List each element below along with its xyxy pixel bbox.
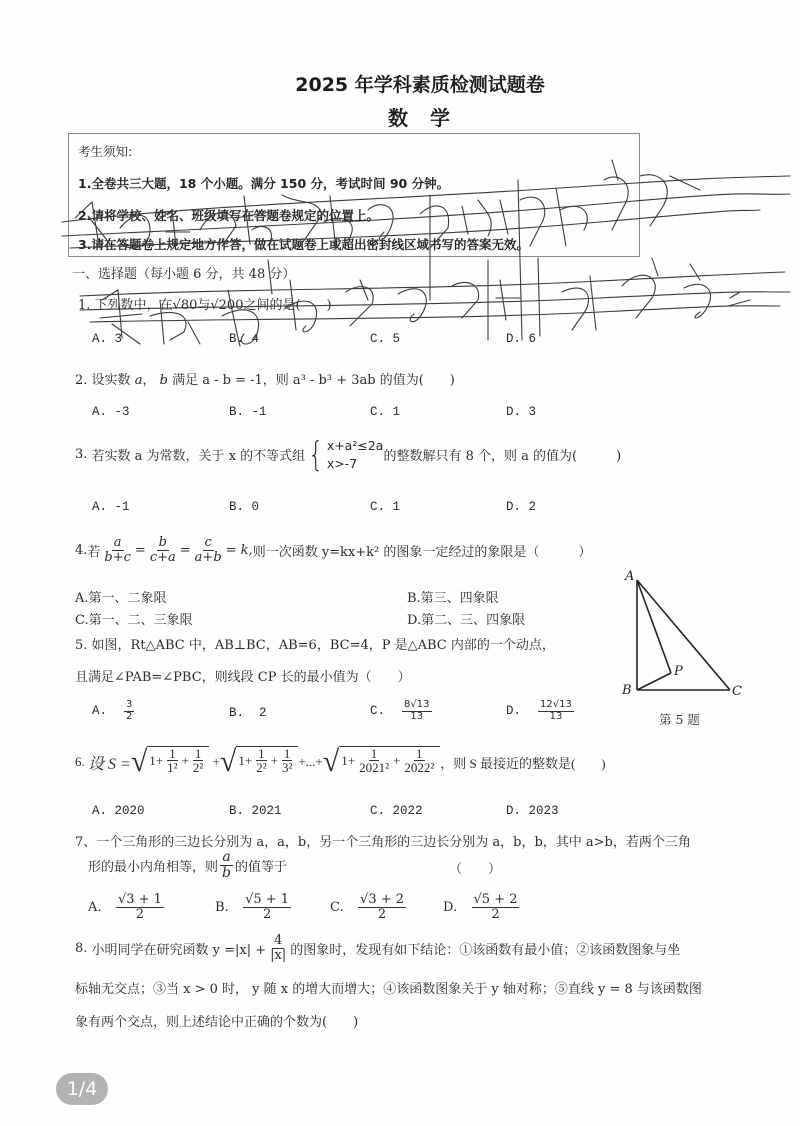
question-stem-post: 的值等于 (234, 859, 287, 875)
inequality-2: x>-7 (326, 455, 358, 471)
notice-item-3: 3.请在答题卷上规定地方作答，做在试题卷上或超出密封线区域书写的答案无效。 (78, 237, 529, 252)
inequality-system (305, 434, 384, 475)
q4-option-b[interactable]: B.第三、四象限 (407, 591, 499, 606)
fraction-1 (102, 536, 133, 564)
numerator: 4 (274, 933, 283, 948)
option-label: D. (443, 899, 458, 915)
sqrt-term-last: √ 1+ $\frac{1}{\text{2021²}}$ + $\frac{1}{\text{2022²}}$ (323, 745, 440, 779)
question-number: 8. (75, 940, 88, 956)
fraction-3 (193, 536, 224, 564)
section-title: 一、选择题（每小题 6 分，共 48 分） (72, 267, 296, 282)
q2-option-b[interactable]: B. -1 (229, 405, 267, 419)
question-stem-pre: 小明同学在研究函数 y =|x| + (91, 942, 267, 958)
notice-item-2: 2.请将学校、姓名、班级填写在答题卷规定的位置上。 (78, 208, 379, 223)
question-stem-pre: 设实数 (91, 373, 131, 388)
triangle-figure (615, 565, 785, 735)
option-label: C. (330, 899, 344, 915)
q1-option-a[interactable]: A. 3 (92, 332, 123, 346)
question-7-line2 (88, 850, 287, 880)
q3-option-a[interactable]: A. -1 (92, 500, 130, 514)
option-fraction (358, 893, 406, 921)
sqrt-term-1: √ 1+ $\frac{1}{\text{1²}}$ + $\frac{1}{\text{2²}}$ (131, 745, 209, 779)
denominator: b (222, 864, 231, 881)
denominator: c+a (149, 549, 176, 565)
radical-icon: √ (219, 745, 237, 778)
point-p-label: P (674, 664, 683, 679)
numerator: √5 + 2 (473, 892, 518, 907)
q2-option-d[interactable]: D. 3 (506, 405, 537, 419)
question-stem-post: ，则 S 最接近的整数是( ) (440, 755, 606, 771)
question-number: 3. (75, 447, 88, 462)
option-fraction (402, 700, 431, 722)
radical-icon: √ (322, 745, 340, 778)
q1-option-d[interactable]: D. 6 (506, 332, 537, 346)
inequality-1: x+a²≤2a (326, 438, 384, 453)
notice-item-1: 1.全卷共三大题，18 个小题。满分 150 分，考试时间 90 分钟。 (78, 176, 450, 191)
q7-option-b[interactable] (215, 893, 293, 921)
question-number: 6. (75, 754, 85, 769)
option-fraction (538, 700, 574, 722)
denominator: 13 (549, 710, 563, 722)
q3-option-d[interactable]: D. 2 (506, 500, 537, 514)
question-3 (75, 434, 622, 475)
denominator: 3² (281, 760, 293, 776)
q5-option-d[interactable] (506, 700, 576, 722)
point-a-label: A (625, 569, 635, 584)
fraction-2 (148, 536, 178, 564)
option-fraction (472, 893, 520, 921)
denominator: 2022² (404, 760, 435, 776)
option-label: D. (506, 704, 522, 718)
triangle-lines (637, 580, 730, 690)
q2-option-a[interactable]: A. -3 (92, 405, 130, 419)
numerator: b (158, 535, 167, 550)
notice-heading: 考生须知: (78, 144, 133, 159)
numerator: √3 + 2 (360, 892, 405, 907)
denominator: b+c (104, 549, 131, 565)
q6-option-d[interactable]: D. 2023 (506, 804, 559, 818)
notice-box (68, 133, 640, 257)
var-b: b (159, 373, 168, 388)
question-stem-post: 的图象时，发现有如下结论：①该函数有最小值；②该函数图象与坐 (290, 942, 681, 958)
var-a: a (134, 373, 143, 388)
option-label: A. (92, 704, 108, 718)
denominator: 2 (135, 906, 145, 922)
q3-option-c[interactable]: C. 1 (370, 500, 401, 514)
question-5-stem-line2: 且满足∠PAB=∠PBC，则线段 CP 长的最小值为（ ） (75, 670, 411, 685)
denominator: |x| (270, 947, 287, 963)
option-fraction (116, 893, 164, 921)
question-stem-pre: 若 (87, 544, 101, 560)
denominator: 2² (256, 760, 267, 776)
q7-option-a[interactable] (88, 893, 166, 921)
question-8-line2: 标轴无交点；③当 x > 0 时， y 随 x 的增大而增大；④该函数图象关于 y 轴对称；⑤直线 y = 8 与该函数图 (75, 982, 702, 997)
denominator: 1² (167, 760, 178, 776)
q7-option-d[interactable] (443, 893, 521, 921)
numerator: a (222, 849, 231, 865)
question-5 (75, 634, 555, 653)
denominator: 13 (410, 710, 424, 722)
question-number: 2. (75, 373, 88, 388)
numerator: √5 + 1 (245, 892, 290, 907)
q4-option-c[interactable]: C.第一、二、三象限 (75, 613, 193, 628)
a-over-b-fraction (220, 850, 233, 880)
q4-option-a[interactable]: A.第一、二象限 (75, 591, 167, 606)
option-label: B. (215, 899, 229, 915)
denominator: a+b (194, 549, 222, 565)
question-8-line3: 象有两个交点，则上述结论中正确的个数为( ) (75, 1015, 359, 1030)
point-c-label: C (732, 684, 742, 699)
q6-option-c[interactable]: C. 2022 (370, 804, 423, 818)
option-label: B. (229, 706, 245, 720)
sqrt-term-2: √ 1+ $\frac{1}{\text{2²}}$ + $\frac{1}{\text{3²}}$ (220, 745, 298, 779)
question-4: 4. 若 $\frac{a}{b+c}$ = $\frac{b}{c+a}$ = $\frac{c}{a+b}$ = k, 则一次函数 y=kx+k² 的图象一定经过的象限是（ ） (75, 535, 592, 565)
radical-icon: √ (130, 745, 148, 778)
point-b-label: B (622, 683, 632, 698)
q1-option-b[interactable]: B. 4 (229, 332, 260, 346)
numerator: a (113, 535, 122, 550)
option-label: A. (88, 899, 102, 915)
question-number: 7、 (75, 835, 97, 850)
ellipsis: +...+ (298, 754, 323, 769)
question-stem-condition: 满足 a - b = -1，则 a³ - b³ + 3ab 的值为( ) (172, 373, 455, 388)
denominator: 2 (377, 906, 387, 922)
q1-option-c[interactable]: C. 5 (370, 332, 401, 346)
question-number: 5. (75, 638, 88, 653)
denominator: 2 (262, 906, 272, 922)
q4-option-d[interactable]: D.第二、三、四象限 (407, 613, 526, 628)
numerator: 12√13 (540, 699, 572, 710)
brace-icon: { (308, 434, 324, 475)
denominator: 2 (491, 906, 500, 922)
q5-option-b[interactable] (229, 706, 267, 720)
option-fraction (124, 700, 134, 722)
q2-option-c[interactable]: C. 1 (370, 405, 401, 419)
option-fraction (243, 893, 291, 921)
option-value: 2 (259, 706, 267, 720)
exam-title: 2025 年学科素质检测试题卷 (295, 74, 545, 96)
q5-option-c[interactable] (370, 700, 434, 722)
question-stem-pre: 若实数 a 为常数，关于 x 的不等式组 (91, 449, 306, 464)
question-2 (75, 369, 455, 388)
numerator: 8√13 (404, 699, 430, 710)
question-stem-pre: 形的最小内角相等，则 (88, 859, 219, 875)
question-7 (75, 831, 691, 850)
question-stem: 下列数中，在√80与√200之间的是( ) (94, 298, 332, 313)
question-1 (78, 294, 332, 313)
comma: ， (142, 373, 156, 388)
question-stem-line1: 一个三角形的三边长分别为 a，a，b，另一个三角形的三边长分别为 a，b，b，其中 a>b，若两个三角 (96, 835, 691, 850)
question-6: 6. 设 S = √ 1+ $\frac{1}{\text{1²}}$ + $\frac{1}{\text{2²}}$ + √ 1+ $\frac{1}{\text{2²}}$ + $\frac{1}{\text{3²}}$ +...+ √ 1+ $\frac{1}{\text{2021²}}$ + $\frac{1}{\text{2022²}}$ ，则 S 最接近的整数是( ) (75, 745, 606, 778)
q7-answer-paren: （ ） (449, 862, 502, 877)
question-stem-pre: 设 S = (88, 755, 131, 773)
numerator: √3 + 1 (117, 892, 162, 907)
page-indicator[interactable]: 1/4 (56, 1073, 108, 1105)
denominator: 2 (126, 710, 133, 722)
four-over-abs-x-fraction (268, 934, 288, 962)
numerator: 3 (126, 699, 133, 710)
figure-caption: 第 5 题 (659, 712, 700, 727)
q6-option-b[interactable]: B. 2021 (229, 804, 282, 818)
denominator: 2021² (359, 760, 389, 776)
q7-option-c[interactable] (330, 893, 408, 921)
q3-option-b[interactable]: B. 0 (229, 500, 260, 514)
denominator: 2² (192, 760, 204, 776)
exam-subject: 数学 (388, 106, 472, 130)
q5-option-a[interactable] (92, 700, 136, 722)
question-number: 1. (78, 298, 91, 313)
question-stem-line1: 如图，Rt△ABC 中，AB⊥BC，AB=6，BC=4，P 是△ABC 内部的一个动点， (91, 638, 555, 653)
question-stem-post: 则一次函数 y=kx+k² 的图象一定经过的象限是（ ） (252, 544, 592, 560)
numerator: c (204, 535, 212, 550)
question-stem-post: 的整数解只有 8 个，则 a 的值为( ) (383, 449, 622, 464)
q6-option-a[interactable]: A. 2020 (92, 804, 145, 818)
question-8 (75, 934, 680, 962)
equals-k: = k, (225, 542, 253, 558)
question-number: 4. (75, 542, 88, 558)
option-label: C. (370, 704, 386, 718)
